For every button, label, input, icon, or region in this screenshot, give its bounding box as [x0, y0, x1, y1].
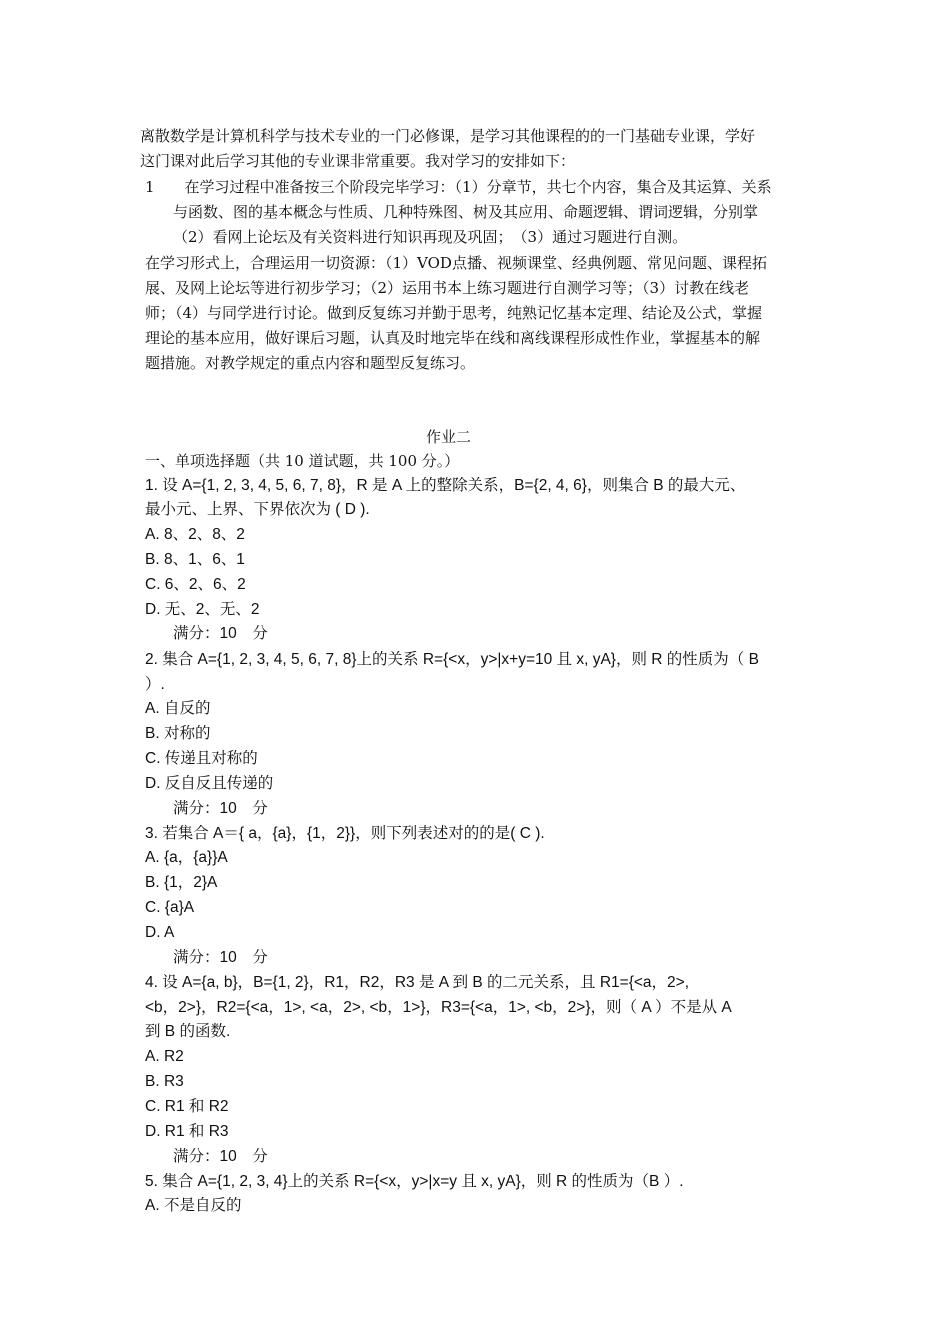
- question-stem: ）.: [145, 676, 165, 693]
- option-d: D. R1 和 R3: [145, 1123, 229, 1140]
- option-c: C. 6、2、6、2: [145, 576, 246, 593]
- score-label: 满分：10 分: [173, 625, 268, 642]
- option-a: A. 不是自反的: [145, 1197, 242, 1214]
- option-b: B. R3: [145, 1073, 184, 1090]
- intro-line: 离散数学是计算机科学与技术专业的一门必修课，是学习其他课程的的一门基础专业课，学好: [140, 127, 756, 145]
- option-d: D. A: [145, 924, 175, 941]
- question-stem: <b，2>}，R2={<a，1>, <a，2>, <b，1>}，R3={<a，1>, <b，2>}，则（ A ）不是从 A: [145, 999, 732, 1016]
- question-stem: 5. 集合 A={1, 2, 3, 4}上的关系 R={<x，y>|x=y 且 x, yA}，则 R 的性质为（B ）.: [145, 1173, 684, 1190]
- score-label: 满分：10 分: [173, 949, 268, 966]
- option-d: D. 反自反且传递的: [145, 775, 274, 792]
- intro-item-line: 1 在学习过程中准备按三个阶段完毕学习：（1）分章节，共七个内容，集合及其运算、关系: [145, 178, 772, 196]
- intro-line: 理论的基本应用，做好课后习题，认真及时地完毕在线和离线课程形成性作业，掌握基本的解: [145, 329, 761, 347]
- option-a: A. R2: [145, 1048, 184, 1065]
- score-label: 满分：10 分: [173, 800, 268, 817]
- intro-line: 展、及网上论坛等进行初步学习；（2）运用书本上练习题进行自测学习等；（3）讨教在线老: [145, 279, 750, 297]
- intro-line: 师；（4）与同学进行讨论。做到反复练习并勤于思考，纯熟记忆基本定理、结论及公式，掌握: [145, 304, 763, 322]
- question-stem: 到 B 的函数.: [145, 1023, 231, 1040]
- option-b: B. 对称的: [145, 725, 211, 742]
- option-c: C. 传递且对称的: [145, 750, 258, 767]
- question-stem: 4. 设 A={a, b}，B={1, 2}，R1，R2，R3 是 A 到 B 的二元关系，且 R1={<a，2>,: [145, 974, 690, 991]
- option-c: C. {a}A: [145, 899, 195, 916]
- option-c: C. R1 和 R2: [145, 1098, 229, 1115]
- question-stem: 最小元、上界、下界依次为 ( D ).: [145, 501, 370, 518]
- option-a: A. 自反的: [145, 700, 211, 717]
- option-a: A. 8、2、8、2: [145, 526, 245, 543]
- homework-title: 作业二: [426, 428, 472, 446]
- intro-line: 在学习形式上，合理运用一切资源：（1）VOD点播、视频课堂、经典例题、常见问题、课程拓: [145, 254, 767, 272]
- intro-line: 这门课对此后学习其他的专业课非常重要。我对学习的安排如下：: [140, 152, 576, 170]
- intro-line: 题措施。对教学规定的重点内容和题型反复练习。: [145, 354, 476, 372]
- intro-item-line: 与函数、图的基本概念与性质、几种特殊图、树及其应用、命题逻辑、谓词逻辑，分别掌: [173, 203, 759, 221]
- section-heading: 一、单项选择题（共 10 道试题，共 100 分。）: [145, 452, 460, 470]
- question-stem: 3. 若集合 A＝{ a，{a}，{1，2}}，则下列表述对的的是( C ).: [145, 825, 545, 842]
- option-d: D. 无、2、无、2: [145, 601, 260, 618]
- intro-item-line: （2）看网上论坛及有关资料进行知识再现及巩固； （3）通过习题进行自测。: [173, 228, 688, 246]
- score-label: 满分：10 分: [173, 1148, 268, 1165]
- option-a: A. {a，{a}}A: [145, 849, 228, 866]
- option-b: B. 8、1、6、1: [145, 551, 245, 568]
- question-stem: 1. 设 A={1, 2, 3, 4, 5, 6, 7, 8}，R 是 A 上的整除关系，B={2, 4, 6}，则集合 B 的最大元、: [145, 477, 746, 494]
- option-b: B. {1，2}A: [145, 874, 218, 891]
- question-stem: 2. 集合 A={1, 2, 3, 4, 5, 6, 7, 8}上的关系 R={<x，y>|x+y=10 且 x, yA}，则 R 的性质为（ B: [145, 651, 759, 668]
